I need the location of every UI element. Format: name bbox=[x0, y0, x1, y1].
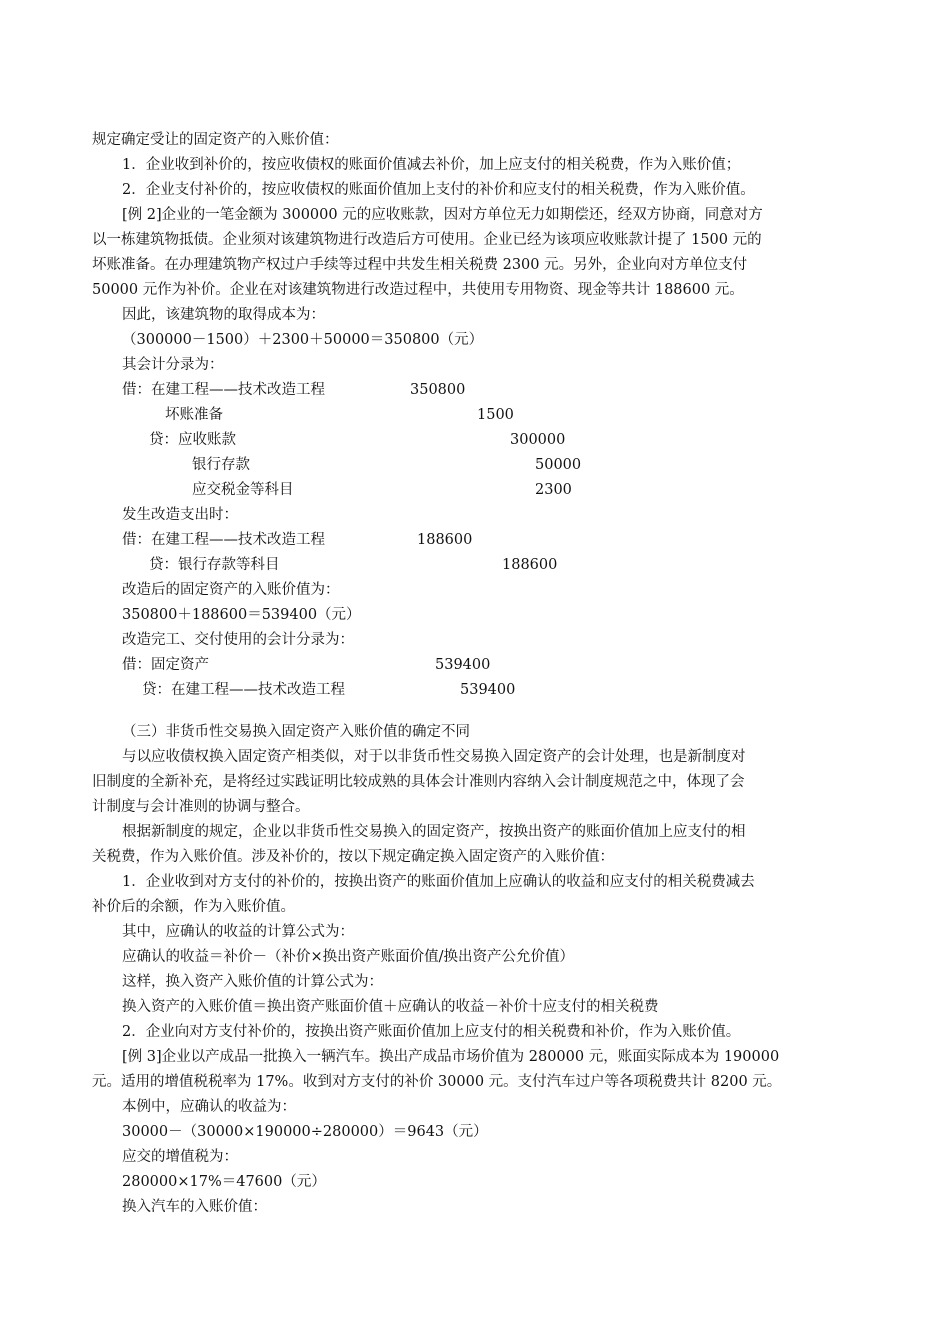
text-line: 这样，换入资产入账价值的计算公式为： bbox=[122, 974, 383, 990]
formula-line: 30000－（30000×190000÷280000）＝9643（元） bbox=[122, 1124, 488, 1140]
formula-line: 350800＋188600＝539400（元） bbox=[122, 607, 361, 623]
journal-credit: 贷：应收账款 bbox=[149, 432, 236, 448]
section-heading: （三）非货币性交易换入固定资产入账价值的确定不同 bbox=[122, 724, 470, 740]
text-line: 应交的增值税为： bbox=[122, 1149, 238, 1165]
text-line: 其会计分录为： bbox=[122, 357, 224, 373]
text-line: 坏账准备。在办理建筑物产权过户手续等过程中共发生相关税费 2300 元。另外，企业向对方单位支付 bbox=[92, 257, 748, 273]
text-line: 2．企业向对方支付补价的，按换出资产账面价值加上应支付的相关税费和补价，作为入账价值。 bbox=[122, 1024, 741, 1040]
text-line: 因此，该建筑物的取得成本为： bbox=[122, 307, 325, 323]
text-line: 其中，应确认的收益的计算公式为： bbox=[122, 924, 354, 940]
text-line: [例 2]企业的一笔金额为 300000 元的应收账款，因对方单位无力如期偿还，经双方协商，同意对方 bbox=[122, 207, 763, 223]
text-line: 以一栋建筑物抵债。企业须对该建筑物进行改造后方可使用。企业已经为该项应收账款计提了 1500 元的 bbox=[92, 232, 762, 248]
text-line: 1．企业收到对方支付的补价的，按换出资产的账面价值加上应确认的收益和应支付的相关税费减去 bbox=[122, 874, 755, 890]
text-line: 关税费，作为入账价值。涉及补价的，按以下规定确定换入固定资产的入账价值： bbox=[92, 849, 614, 865]
journal-amount: 2300 bbox=[535, 482, 572, 498]
journal-amount: 188600 bbox=[502, 557, 558, 573]
text-line: 旧制度的全新补充，是将经过实践证明比较成熟的具体会计准则内容纳入会计制度规范之中，体现了会 bbox=[92, 774, 745, 790]
text-line: 改造后的固定资产的入账价值为： bbox=[122, 582, 340, 598]
journal-debit: 借：在建工程——技术改造工程 bbox=[122, 532, 325, 548]
formula-line: 280000×17%＝47600（元） bbox=[122, 1174, 326, 1190]
formula-line: 应确认的收益＝补价－（补价×换出资产账面价值/换出资产公允价值） bbox=[122, 949, 575, 965]
formula-line: （300000－1500）＋2300＋50000＝350800（元） bbox=[122, 332, 484, 348]
text-line: [例 3]企业以产成品一批换入一辆汽车。换出产成品市场价值为 280000 元，账面实际成本为 190000 bbox=[122, 1049, 780, 1065]
journal-amount: 539400 bbox=[435, 657, 491, 673]
text-line: 计制度与会计准则的协调与整合。 bbox=[92, 799, 310, 815]
journal-amount: 350800 bbox=[410, 382, 466, 398]
text-line: 元。适用的增值税税率为 17%。收到对方支付的补价 30000 元。支付汽车过户等各项税费共计 8200 元。 bbox=[92, 1074, 782, 1090]
journal-amount: 300000 bbox=[510, 432, 566, 448]
journal-debit: 坏账准备 bbox=[165, 407, 223, 423]
journal-credit: 应交税金等科目 bbox=[192, 482, 294, 498]
journal-amount: 188600 bbox=[417, 532, 473, 548]
text-line: 2．企业支付补价的，按应收债权的账面价值加上支付的补价和应支付的相关税费，作为入账价值。 bbox=[122, 182, 755, 198]
text-line: 50000 元作为补价。企业在对该建筑物进行改造过程中，共使用专用物资、现金等共计 188600 元。 bbox=[92, 282, 744, 298]
text-line: 1．企业收到补价的，按应收债权的账面价值减去补价，加上应支付的相关税费，作为入账价值； bbox=[122, 157, 741, 173]
formula-line: 换入资产的入账价值＝换出资产账面价值＋应确认的收益－补价十应支付的相关税费 bbox=[122, 999, 659, 1015]
journal-debit: 借：固定资产 bbox=[122, 657, 209, 673]
journal-credit: 贷：在建工程——技术改造工程 bbox=[142, 682, 345, 698]
text-line: 规定确定受让的固定资产的入账价值： bbox=[92, 132, 339, 148]
text-line: 根据新制度的规定，企业以非货币性交易换入的固定资产，按换出资产的账面价值加上应支付的相 bbox=[122, 824, 746, 840]
journal-amount: 50000 bbox=[535, 457, 582, 473]
journal-credit: 贷：银行存款等科目 bbox=[149, 557, 280, 573]
text-line: 本例中，应确认的收益为： bbox=[122, 1099, 296, 1115]
text-line: 补价后的余额，作为入账价值。 bbox=[92, 899, 295, 915]
journal-amount: 1500 bbox=[477, 407, 514, 423]
journal-amount: 539400 bbox=[460, 682, 516, 698]
text-line: 换入汽车的入账价值： bbox=[122, 1199, 267, 1215]
text-line: 与以应收债权换入固定资产相类似，对于以非货币性交易换入固定资产的会计处理，也是新制度对 bbox=[122, 749, 746, 765]
text-line: 改造完工、交付使用的会计分录为： bbox=[122, 632, 354, 648]
journal-debit: 借：在建工程——技术改造工程 bbox=[122, 382, 325, 398]
text-line: 发生改造支出时： bbox=[122, 507, 238, 523]
journal-credit: 银行存款 bbox=[192, 457, 250, 473]
